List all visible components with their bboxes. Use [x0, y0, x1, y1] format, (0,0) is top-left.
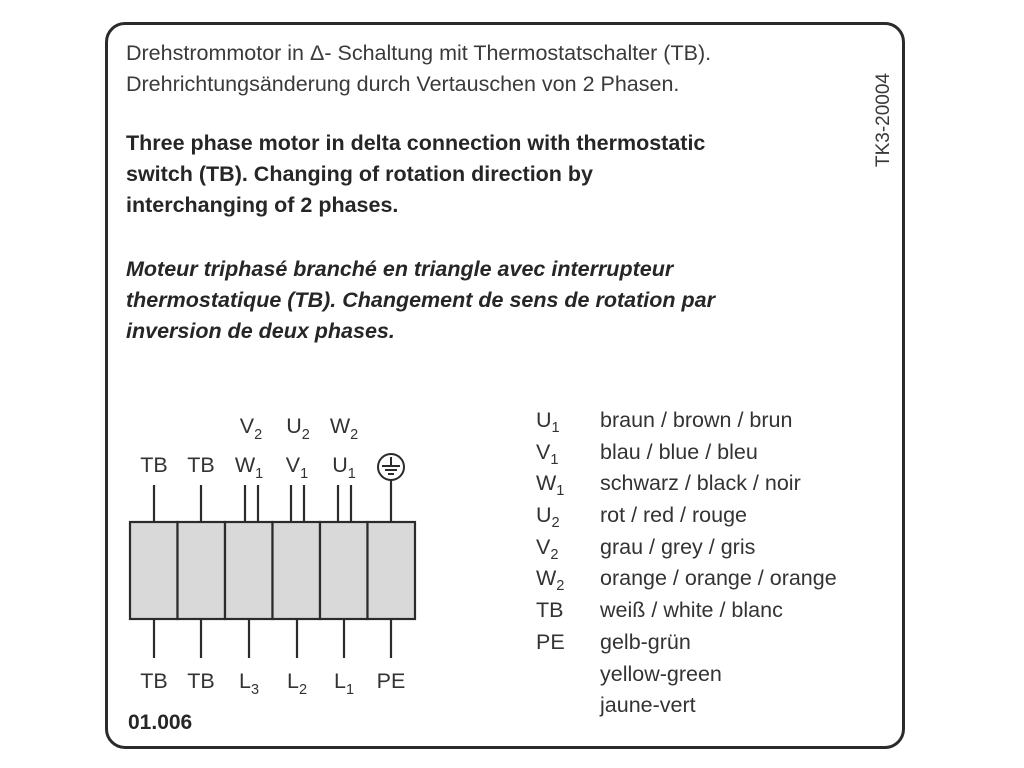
english-line-3: interchanging of 2 phases.	[126, 193, 399, 217]
terminal-bottom-label-tb-1: TB	[140, 669, 168, 693]
german-line-2: Drehrichtungsänderung durch Vertauschen von 2 Phasen.	[126, 72, 680, 96]
terminal-block	[130, 522, 415, 619]
english-line-1: Three phase motor in delta connection with thermostatic	[126, 131, 706, 155]
legend-row-pe-fr	[536, 693, 837, 725]
legend-description: grau / grey / gris	[600, 534, 756, 559]
ground-symbol-icon	[378, 454, 404, 480]
legend-description: braun / brown / brun	[600, 408, 793, 432]
legend-description: weiß / white / blanc	[600, 598, 783, 623]
terminal-bottom-label-l2: $L_2$	[286, 669, 308, 698]
legend-row-v2	[536, 535, 837, 567]
english-line-2: switch (TB). Changing of rotation direction by	[126, 162, 594, 186]
terminal-cell-tb-1	[130, 522, 178, 619]
legend-row-w1	[536, 471, 837, 503]
french-line-1: Moteur triphasé branché en triangle avec interrupteur	[126, 257, 674, 281]
legend-description: yellow-green	[600, 661, 722, 686]
terminal-bottom-label-tb-2: TB	[187, 669, 215, 693]
legend-key: $W_2$	[536, 566, 565, 595]
legend-description: orange / orange / orange	[600, 566, 837, 591]
terminal-cell-tb-2	[178, 522, 226, 619]
legend-row-u1	[536, 408, 837, 440]
french-line-2: thermostatique (TB). Changement de sens de rotation par	[126, 288, 715, 312]
german-line-1: Drehstrommotor in Δ- Schaltung mit Thermostatschalter (TB).	[126, 41, 712, 65]
legend-key: $W_1$	[536, 471, 565, 500]
terminal-cell-pe	[368, 522, 416, 619]
legend-key: PE	[536, 629, 565, 654]
legend-description: blau / blue / bleu	[600, 439, 758, 464]
upper-label-v2: $V_2$	[239, 414, 263, 443]
terminal-bottom-label-l1: $L_1$	[333, 669, 355, 698]
terminal-cell-v1	[273, 522, 321, 619]
legend-key: $U_2$	[536, 503, 560, 532]
legend-description: schwarz / black / noir	[600, 471, 801, 496]
legend-description: jaune-vert	[600, 693, 696, 718]
product-code: 01.006	[128, 711, 193, 734]
terminal-cell-u1	[320, 522, 368, 619]
wire-color-legend	[536, 408, 837, 725]
terminal-bottom-label-l3: $L_3$	[238, 669, 260, 698]
bottom-leads	[154, 619, 391, 658]
legend-row-pe	[536, 630, 837, 662]
legend-row-pe-en	[536, 662, 837, 694]
legend-row-u2	[536, 503, 837, 535]
terminal-top-label-tb-1: TB	[140, 453, 168, 477]
terminal-bottom-label-pe: PE	[376, 669, 406, 693]
legend-key: $V_1$	[536, 439, 559, 468]
legend-row-v1	[536, 440, 837, 472]
terminal-cell-w1	[225, 522, 273, 619]
upper-label-u2: $U_2$	[286, 414, 310, 443]
legend-description: rot / red / rouge	[600, 503, 747, 528]
top-leads	[154, 480, 391, 522]
legend-row-tb	[536, 598, 837, 630]
terminal-top-label-v1: $V_1$	[285, 453, 309, 482]
legend-description: gelb-grün	[600, 629, 691, 654]
terminal-top-label-tb-2: TB	[187, 453, 215, 477]
legend-key: $V_2$	[536, 534, 559, 563]
upper-label-w2: $W_2$	[329, 414, 359, 443]
legend-row-w2	[536, 566, 837, 598]
document-id: TK3-20004	[873, 72, 894, 168]
legend-key: TB	[536, 598, 564, 623]
french-line-3: inversion de deux phases.	[126, 319, 395, 343]
terminal-top-label-u1: $U_1$	[332, 453, 356, 482]
terminal-top-label-w1: $W_1$	[234, 453, 264, 482]
legend-key: $U_1$	[536, 408, 560, 437]
